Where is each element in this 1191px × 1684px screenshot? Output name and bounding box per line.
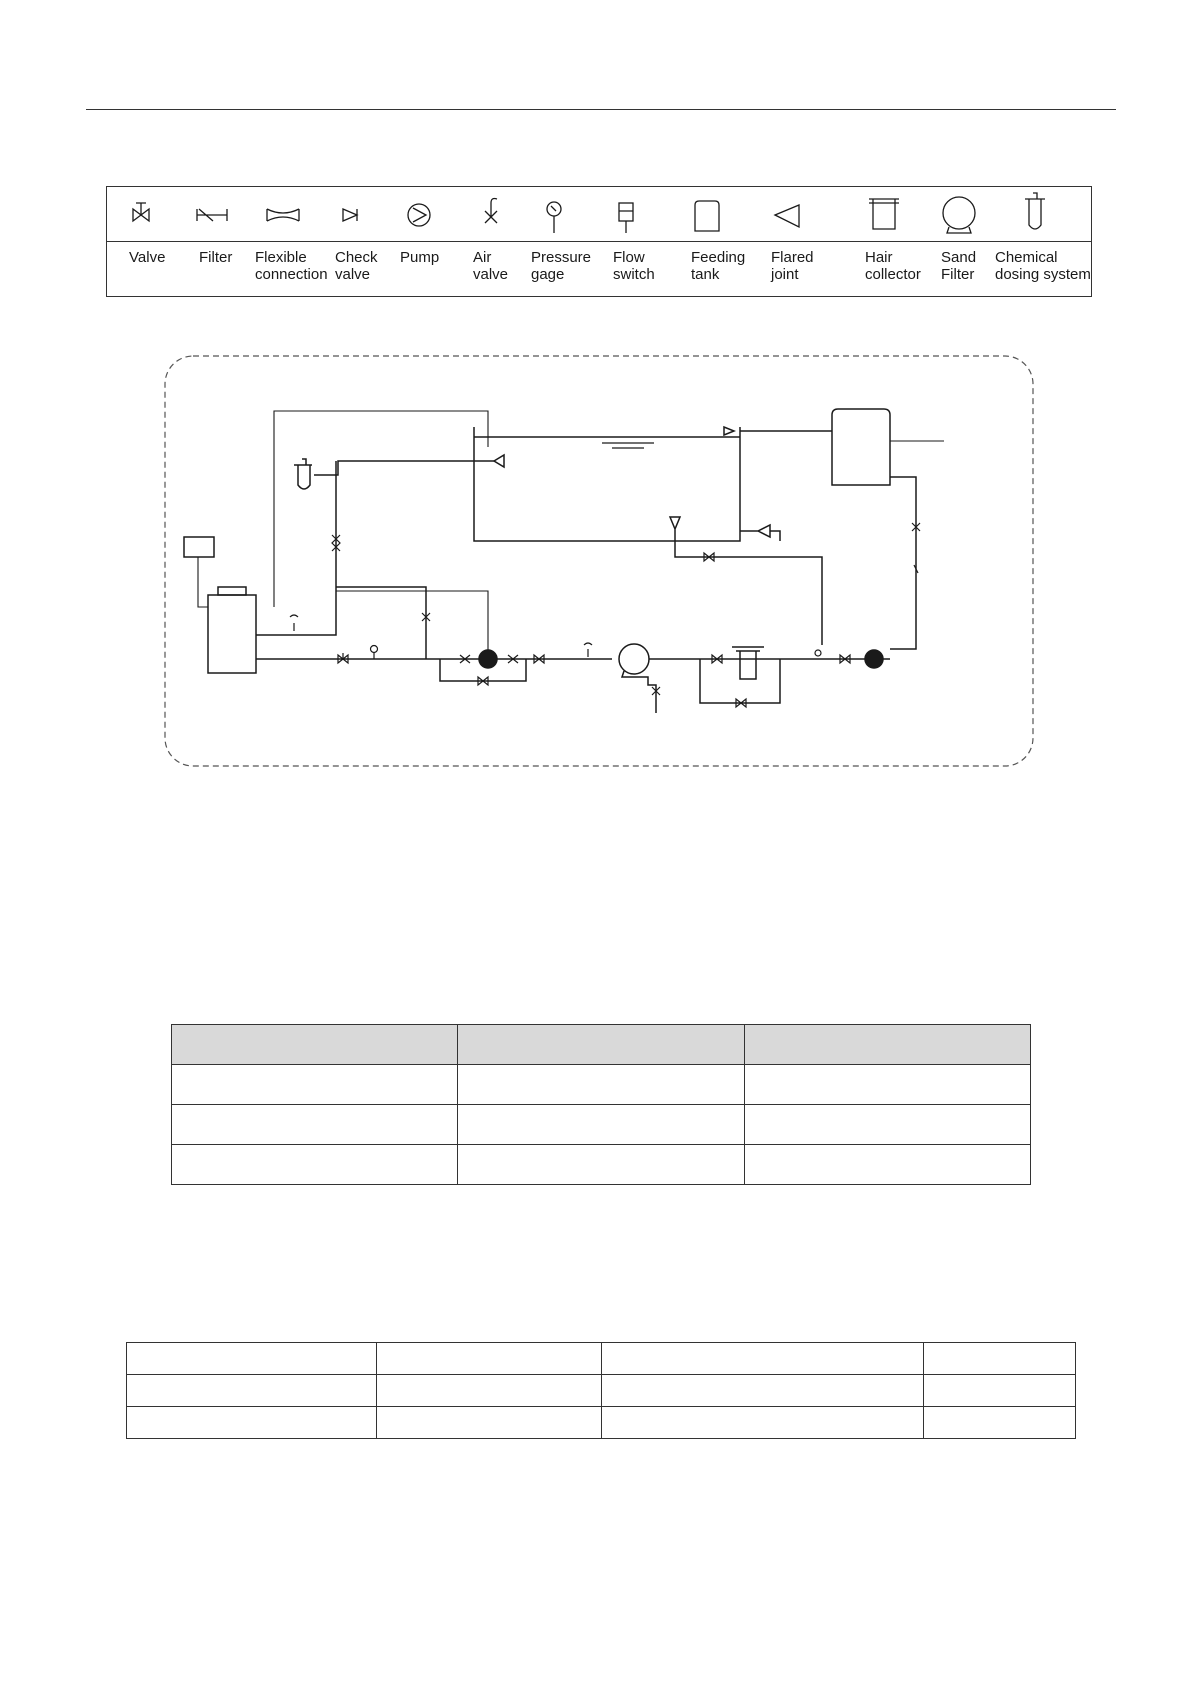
filter-air-valve	[584, 643, 592, 657]
circulation-pump-1	[479, 650, 497, 668]
valve-icon	[133, 203, 149, 221]
table-row	[127, 1407, 1076, 1439]
table-cell	[744, 1105, 1030, 1145]
legend-label-pressure-gage: Pressure gage	[531, 249, 592, 283]
chemical-dosing-icon	[1025, 193, 1045, 229]
table-cell	[172, 1065, 458, 1105]
flexible-connection-icon	[267, 209, 299, 221]
dosing-line	[314, 461, 494, 475]
skimmer-line	[670, 517, 822, 645]
table-cell	[458, 1105, 744, 1145]
table-header-cell	[744, 1025, 1030, 1065]
hair-collector-icon	[869, 199, 899, 229]
feeding-tank	[832, 409, 890, 485]
circulation-pump-2	[865, 650, 883, 668]
return-pressure-gage	[371, 646, 378, 653]
legend-divider	[107, 241, 1091, 242]
table-cell	[744, 1145, 1030, 1185]
diagram-boundary	[165, 356, 1033, 766]
legend-icons	[107, 187, 1093, 241]
symbol-legend	[106, 186, 1092, 297]
outlet-air-valve	[290, 615, 298, 631]
legend-label-sand-filter: Sand Filter	[941, 249, 977, 283]
legend-label-filter: Filter	[199, 249, 233, 266]
table-row	[127, 1343, 1076, 1375]
tank-check-valve	[724, 427, 734, 435]
table-cell	[602, 1375, 924, 1407]
flow-switch-icon	[619, 203, 633, 233]
legend-label-check-valve: Check valve	[335, 249, 378, 283]
table-cell	[602, 1407, 924, 1439]
piping-diagram	[164, 355, 1034, 767]
inlet-flared-joint	[494, 455, 504, 467]
table-cell	[744, 1065, 1030, 1105]
filter-icon	[197, 209, 227, 221]
table-cell	[172, 1145, 458, 1185]
controller-box	[184, 537, 214, 557]
legend-label-air-valve: Air valve	[473, 249, 509, 283]
table-cell	[376, 1343, 602, 1375]
legend-label-flexible-connection: Flexible connection	[255, 249, 328, 283]
chemical-dosing-tank	[294, 459, 312, 489]
heat-pump-top	[218, 587, 246, 595]
pump2-pressure-gage	[815, 650, 821, 656]
sand-filter	[619, 644, 649, 674]
bypass-line	[274, 411, 488, 607]
table-cell	[127, 1407, 377, 1439]
table-cell	[602, 1343, 924, 1375]
tank-return-line	[890, 477, 916, 649]
flared-joint-icon	[775, 205, 799, 227]
air-valve-icon	[485, 199, 497, 224]
sand-filter-icon	[943, 197, 975, 233]
table-header-cell	[172, 1025, 458, 1065]
controller-wire	[198, 557, 208, 607]
legend-label-chemical-dosing: Chemical dosing system	[995, 249, 1091, 283]
table-cell	[127, 1375, 377, 1407]
heat-pump-unit	[208, 595, 256, 673]
table-row	[172, 1105, 1031, 1145]
table-cell	[924, 1343, 1076, 1375]
table-cell	[127, 1343, 377, 1375]
legend-label-feeding-tank: Feeding tank	[691, 249, 746, 283]
table-cell	[172, 1105, 458, 1145]
table-header-cell	[458, 1025, 744, 1065]
legend-label-flared-joint: Flared joint	[771, 249, 814, 283]
pool	[474, 427, 740, 541]
header-rule	[86, 109, 1116, 110]
table-cell	[924, 1375, 1076, 1407]
table-cell	[458, 1065, 744, 1105]
spec-table-2	[126, 1342, 1076, 1439]
table-cell	[458, 1145, 744, 1185]
table-cell	[924, 1407, 1076, 1439]
bypass-branch	[336, 587, 426, 659]
feeding-tank-icon	[695, 201, 719, 231]
sand-filter-drain	[622, 671, 656, 713]
table-row	[127, 1375, 1076, 1407]
legend-label-hair-collector: Hair collector	[865, 249, 921, 283]
legend-label-pump: Pump	[400, 249, 440, 266]
pool-drain-valve	[740, 525, 780, 541]
bypass-branch-2	[336, 591, 488, 653]
water-level-mark	[602, 443, 654, 448]
check-valve-icon	[343, 209, 357, 221]
table-cell	[376, 1407, 602, 1439]
heat-pump-outlet	[256, 461, 336, 635]
table-row	[172, 1145, 1031, 1185]
table-cell	[376, 1375, 602, 1407]
pump-icon	[408, 204, 430, 226]
legend-label-valve: Valve	[129, 249, 166, 266]
hair-collector	[732, 647, 764, 679]
table-row	[172, 1065, 1031, 1105]
legend-label-flow-switch: Flow switch	[613, 249, 655, 283]
return-valve	[338, 653, 348, 663]
table-header-row	[172, 1025, 1031, 1065]
pressure-gage-icon	[547, 202, 561, 233]
spec-table-1	[171, 1024, 1031, 1185]
piping-diagram-svg	[164, 355, 1034, 767]
